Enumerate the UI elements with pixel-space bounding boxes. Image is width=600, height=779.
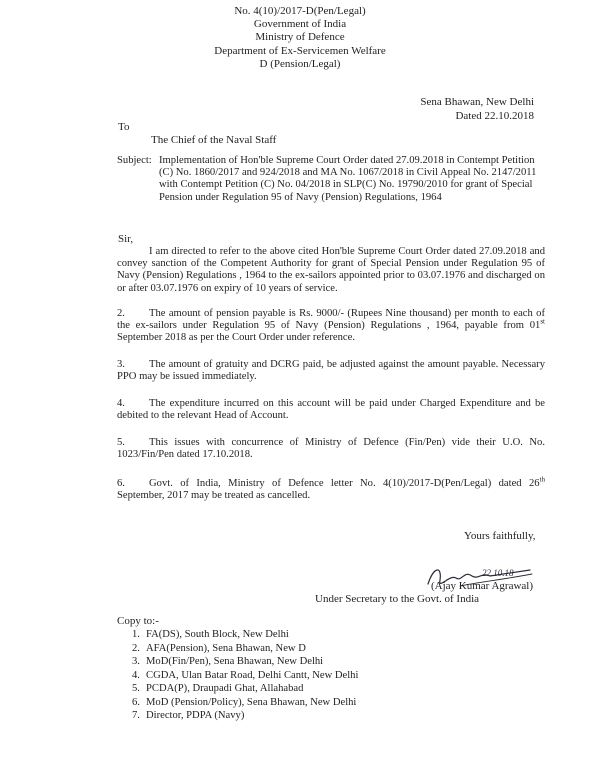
salutation: Sir, [118,233,134,245]
paragraph-1 [117,246,545,295]
paragraph-5 [117,437,545,461]
place-and-date [420,96,534,123]
paragraph-text-cont: September 2018 as per the Court Order under reference. [117,332,355,344]
subject-label: Subject: [117,155,152,166]
to-label: To [118,121,130,133]
paragraph-3 [117,359,545,383]
list-item: 3. MoD(Fin/Pen), Sena Bhawan, New Delhi [132,656,324,667]
department-name: Department of Ex-Servicemen Welfare [214,44,386,57]
ordinal-suffix: st [540,317,545,326]
paragraph-text: This issues with concurrence of Ministry of Defence (Fin/Pen) vide their U.O. No. 1023/Fin/Pen dated 17.10.2018. [117,437,545,461]
paragraph-number: 3. [117,359,125,370]
list-item: 7. Director, PDPA (Navy) [132,710,245,721]
paragraph-text: I am directed to refer to the above cited Hon'ble Supreme Court Order dated 27.09.2018 and convey sanction of the Competent Authority for grant of Special Pension under Regulation 95 of Navy (Pension) Regulations , 1964 to the ex-sailors appointed prior to 03.07.1976 and discharged on or after 03.07.1976 on expiry of 10 years of service. [117,246,545,294]
paragraph-number: 4. [117,398,125,409]
addressee: The Chief of the Naval Staff [151,134,277,146]
list-item: 4. CGDA, Ulan Batar Road, Delhi Cantt, New Delhi [132,669,359,681]
copy-to-list [132,628,358,723]
ordinal-suffix: th [539,475,545,484]
paragraph-text: The amount of gratuity and DCRG paid, be adjusted against the amount payable. Necessary PPO may be issued immediately. [117,359,545,383]
paragraph-number: 2. [117,308,125,319]
ministry-name: Ministry of Defence [255,31,345,44]
list-item: 2. AFA(Pension), Sena Bhawan, New D [132,642,306,654]
closing: Yours faithfully, [464,530,536,542]
letter-header [0,5,600,71]
signature-date: 22.10.18 [482,568,514,578]
paragraph-text: Govt. of India, Ministry of Defence letter No. 4(10)/2017-D(Pen/Legal) dated 26 [149,478,540,489]
reference-number: No. 4(10)/2017-D(Pen/Legal) [234,5,366,17]
paragraph-number: 5. [117,437,125,448]
paragraph-2 [117,308,545,345]
signatory-designation: Under Secretary to the Govt. of India [315,593,480,605]
section-name: D (Pension/Legal) [259,57,341,70]
place: Sena Bhawan, New Delhi [420,96,534,108]
list-item: 6. MoD (Pension/Policy), Sena Bhawan, New Delhi [132,696,357,708]
paragraph-text: The amount of pension payable is Rs. 9000/- (Rupees Nine thousand) per month to each of the ex-sailors under Regulation 95 of Navy (Pension) Regulations , 1964, payable from 01 [117,308,545,332]
paragraph-text-cont: September, 2017 may be treated as cancelled. [117,490,311,502]
paragraph-number: 6. [117,478,125,489]
list-item: 5. PCDA(P), Draupadi Ghat, Allahabad [132,683,304,694]
paragraph-4 [117,398,545,422]
subject-text: Implementation of Hon'ble Supreme Court Order dated 27.09.2018 in Contempt Petition (C) No. 1860/2017 and 924/2018 and MA No. 1067/2018 in Civil Appeal No. 2147/2011 with Contempt Petition (C) No. 04/2018 in SLP(C) No. 19790/2010 for grant of Special Pension under Regulation 95 of Navy (Pension) Regulations, 1964 [159,155,537,203]
signatory-name: (Ajay Kumar Agrawal) [431,580,534,592]
paragraph-6 [117,475,545,502]
date: Dated 22.10.2018 [455,109,534,122]
list-item: 1. FA(DS), South Block, New Delhi [132,629,289,640]
subject-block [117,155,545,204]
government-name: Government of India [253,18,347,31]
paragraph-text: The expenditure incurred on this account will be paid under Charged Expenditure and be debited to the relevant Head of Account. [117,398,545,422]
copy-to-label: Copy to:- [117,615,159,627]
